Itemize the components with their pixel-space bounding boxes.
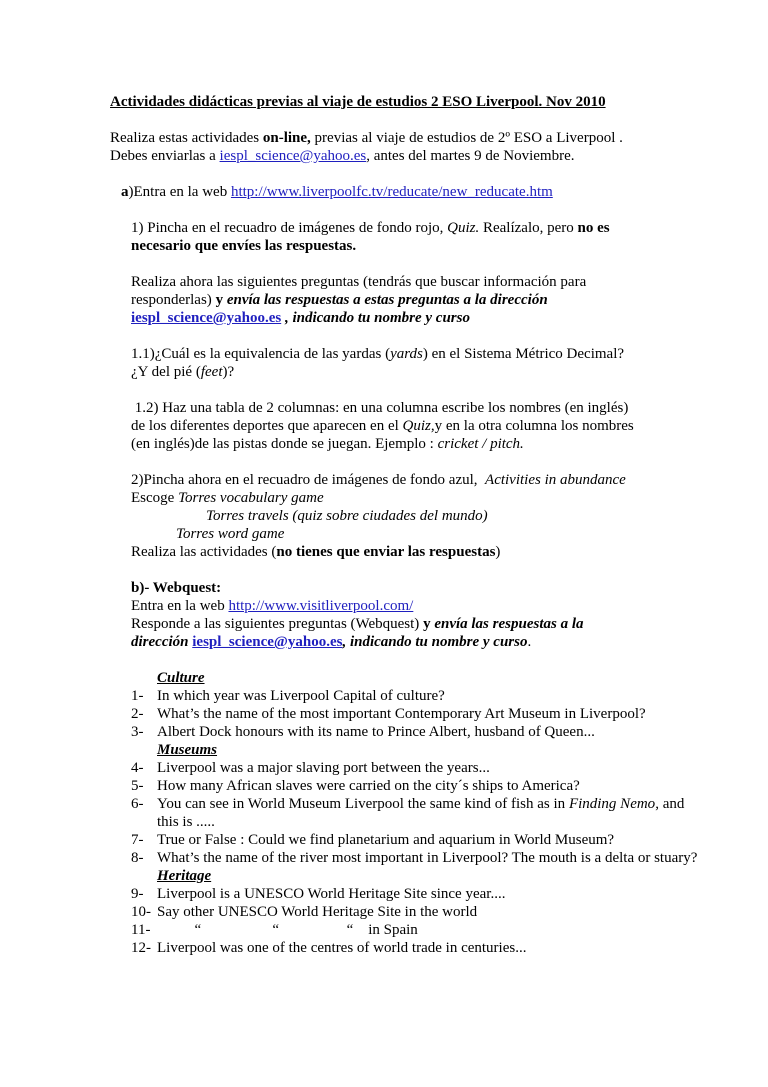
item-text-part: , and this is ..... bbox=[157, 796, 685, 830]
section-a-line bbox=[110, 183, 710, 201]
section-b-line-1 bbox=[131, 597, 710, 615]
item-text: What’s the name of the river most important in Liverpool? The mouth is a delta or stuary? bbox=[157, 850, 698, 866]
email-link-bold-2[interactable]: iespl_science@yahoo.es bbox=[192, 634, 343, 650]
realiza-line-1: Realiza ahora las siguientes preguntas (tendrás que buscar información para bbox=[131, 274, 587, 290]
section-b-text: Entra en la web bbox=[131, 598, 229, 614]
question-1 bbox=[110, 219, 710, 651]
visitliverpool-link[interactable]: http://www.visitliverpool.com/ bbox=[228, 598, 414, 614]
intro-line-1 bbox=[110, 129, 710, 147]
item-text: What’s the name of the most important Contemporary Art Museum in Liverpool? bbox=[157, 706, 646, 722]
q11-line-2 bbox=[131, 363, 710, 381]
q12-example: cricket / pitch. bbox=[437, 436, 524, 452]
q2-text-3: Realiza las actividades ( bbox=[131, 544, 277, 560]
intro-text-3: Debes enviarlas a bbox=[110, 148, 220, 164]
q2-bold: no tienes que enviar las respuestas bbox=[276, 544, 496, 560]
section-a-label: a bbox=[121, 184, 129, 200]
q11-line-1 bbox=[131, 345, 710, 363]
list-item bbox=[131, 687, 710, 705]
q11-text-2: ) en el Sistema Métrico Decimal? bbox=[422, 346, 625, 362]
q12-text-3: (en inglés)de las pistas donde se juegan. Ejemplo : bbox=[131, 436, 438, 452]
heritage-list bbox=[131, 885, 710, 957]
list-item bbox=[131, 885, 710, 903]
q1-text: 1) Pincha en el recuadro de imágenes de fondo rojo, bbox=[131, 220, 448, 236]
museums-list bbox=[131, 759, 710, 867]
q11-yards: yards bbox=[390, 346, 423, 362]
item-text: True or False : Could we find planetarium and aquarium in World Museum? bbox=[157, 832, 615, 848]
realiza-bold-italic: envía las respuestas a estas preguntas a la dirección bbox=[226, 292, 548, 308]
document-title: Actividades didácticas previas al viaje de estudios 2 ESO Liverpool. Nov 2010 bbox=[110, 94, 606, 110]
list-item bbox=[131, 903, 710, 921]
q12-line-3 bbox=[131, 435, 710, 453]
list-item bbox=[131, 921, 710, 939]
q1-quiz: Quiz. bbox=[447, 220, 480, 236]
item-text: How many African slaves were carried on the city´s ships to America? bbox=[157, 778, 580, 794]
q11-feet: feet bbox=[200, 364, 223, 380]
webquest-list bbox=[110, 669, 710, 957]
q12-text-2: y en la otra columna los nombres bbox=[434, 418, 634, 434]
q2-text-2: Escoge bbox=[131, 490, 179, 506]
q11-text: 1.1)¿Cuál es la equivalencia de las yardas ( bbox=[131, 346, 391, 362]
intro-text: Realiza estas actividades bbox=[110, 130, 263, 146]
section-b-bold-italic: envía las respuestas a la bbox=[434, 616, 584, 632]
item-text bbox=[157, 795, 710, 831]
intro-text-2: previas al viaje de estudios de 2º ESO a Liverpool . bbox=[310, 130, 623, 146]
list-item bbox=[131, 795, 710, 831]
realiza-line-3 bbox=[131, 309, 710, 327]
item-number: 3- bbox=[131, 724, 144, 740]
item-number: 5- bbox=[131, 778, 144, 794]
item-number: 9- bbox=[131, 886, 144, 902]
q2-line-1 bbox=[131, 471, 710, 489]
item-text: In which year was Liverpool Capital of culture? bbox=[157, 688, 445, 704]
q12-text: de los diferentes deportes que aparecen en el bbox=[131, 418, 403, 434]
realiza-line-2 bbox=[131, 291, 710, 309]
item-number: 2- bbox=[131, 706, 144, 722]
section-b-bold-italic-3: , indicando tu nombre y curso bbox=[342, 634, 528, 650]
item-number: 1- bbox=[131, 688, 144, 704]
culture-list bbox=[131, 687, 710, 741]
heritage-heading: Heritage bbox=[157, 868, 212, 884]
q2-game-3: Torres word game bbox=[176, 526, 285, 542]
item-text: “ “ “ in Spain bbox=[157, 922, 418, 938]
item-text: Albert Dock honours with its name to Prince Albert, husband of Queen... bbox=[157, 724, 595, 740]
q12-quiz: Quiz, bbox=[402, 418, 435, 434]
q2-activities: Activities in abundance bbox=[485, 472, 626, 488]
list-item bbox=[131, 849, 710, 867]
q12-line-2 bbox=[131, 417, 710, 435]
museums-heading: Museums bbox=[157, 742, 218, 758]
q2-line-2 bbox=[131, 489, 710, 507]
item-number: 6- bbox=[131, 796, 144, 812]
item-number: 12- bbox=[131, 940, 151, 956]
q1-bold-1: no es bbox=[577, 220, 610, 236]
finding-nemo: Finding Nemo bbox=[568, 796, 656, 812]
realiza-bold: y bbox=[215, 292, 227, 308]
item-text: Liverpool was a major slaving port between the years... bbox=[157, 760, 490, 776]
section-b-bold-italic-2: dirección bbox=[131, 634, 193, 650]
list-item bbox=[131, 723, 710, 741]
culture-heading: Culture bbox=[157, 670, 205, 686]
q1-bold-2: necesario que envíes las respuestas. bbox=[131, 238, 357, 254]
email-link-bold[interactable]: iespl_science@yahoo.es bbox=[131, 310, 282, 326]
item-number: 10- bbox=[131, 904, 151, 920]
q11-text-3: ¿Y del pié ( bbox=[131, 364, 201, 380]
intro-text-4: , antes del martes 9 de Noviembre. bbox=[366, 148, 575, 164]
q2-text: 2)Pincha ahora en el recuadro de imágenes de fondo azul, bbox=[131, 472, 486, 488]
q1-text-2: Realízalo, pero bbox=[479, 220, 578, 236]
q2-line-5 bbox=[131, 543, 710, 561]
list-item bbox=[131, 759, 710, 777]
realiza-bold-italic-2: , indicando tu nombre y curso bbox=[281, 310, 470, 326]
section-b-bold: y bbox=[423, 616, 435, 632]
list-item bbox=[131, 939, 710, 957]
item-text-part: You can see in World Museum Liverpool the same kind of fish as in bbox=[157, 796, 569, 812]
list-item bbox=[131, 777, 710, 795]
realiza-text: responderlas) bbox=[131, 292, 216, 308]
q2-text-4: ) bbox=[495, 544, 501, 560]
list-item bbox=[131, 831, 710, 849]
item-text: Liverpool is a UNESCO World Heritage Site since year.... bbox=[157, 886, 506, 902]
q12-line-1: 1.2) Haz una tabla de 2 columnas: en una columna escribe los nombres (en inglés) bbox=[131, 400, 629, 416]
item-number: 4- bbox=[131, 760, 144, 776]
section-b-line-3 bbox=[131, 633, 710, 651]
section-b-heading: b)- Webquest: bbox=[131, 580, 222, 596]
item-number: 8- bbox=[131, 850, 144, 866]
intro-line-2 bbox=[110, 147, 710, 165]
item-text: Say other UNESCO World Heritage Site in the world bbox=[157, 904, 478, 920]
email-link[interactable]: iespl_science@yahoo.es bbox=[219, 148, 367, 164]
liverpoolfc-link[interactable]: http://www.liverpoolfc.tv/reducate/new_reducate.htm bbox=[230, 184, 553, 200]
item-text: Liverpool was one of the centres of world trade in centuries... bbox=[157, 940, 527, 956]
intro-online: on-line, bbox=[262, 130, 311, 146]
q2-game-1: Torres vocabulary game bbox=[178, 490, 324, 506]
list-item bbox=[131, 705, 710, 723]
section-b-line-2 bbox=[131, 615, 710, 633]
section-b-period: . bbox=[527, 634, 532, 650]
section-b-text-2: Responde a las siguientes preguntas (Webquest) bbox=[131, 616, 424, 632]
item-number: 11- bbox=[131, 922, 151, 938]
document-page bbox=[110, 93, 710, 957]
q11-text-4: )? bbox=[222, 364, 235, 380]
section-a-text: )Entra en la web bbox=[128, 184, 231, 200]
item-number: 7- bbox=[131, 832, 144, 848]
q2-game-2: Torres travels (quiz sobre ciudades del mundo) bbox=[206, 508, 488, 524]
